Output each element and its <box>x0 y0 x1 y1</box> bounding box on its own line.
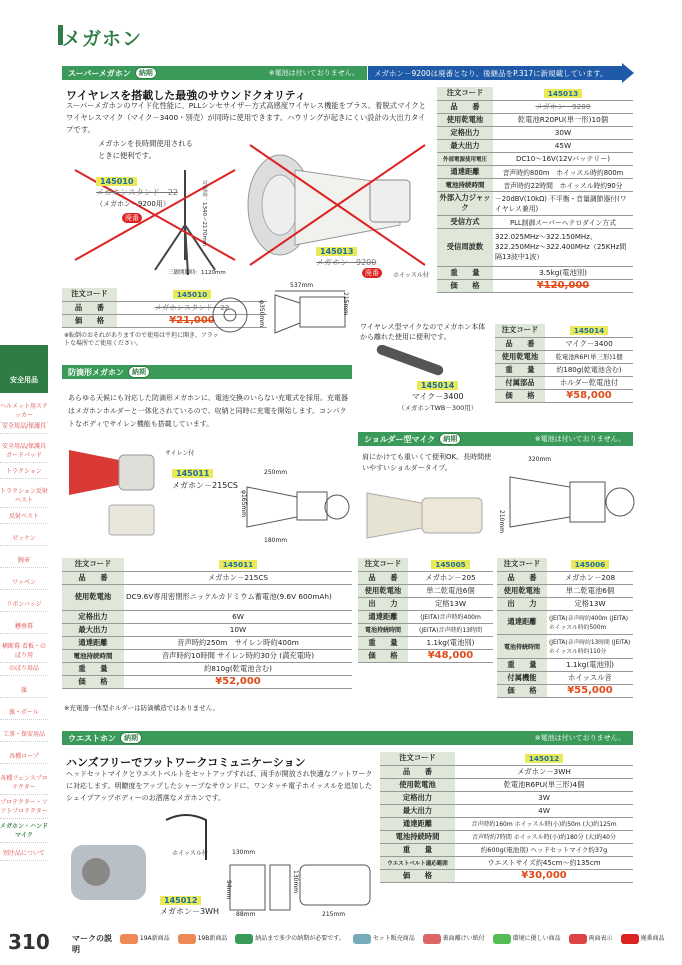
table-row: ウエストベルト適応範囲 ウエストサイズ約45cm～約135cm <box>380 856 633 869</box>
table-row: 重 量 約180g(乾電池含む) <box>495 363 633 376</box>
sidebar-item[interactable]: 旗・ポール <box>0 704 48 720</box>
legend-item: 19A新商品 <box>120 933 170 944</box>
dim-diameter: φ350mm <box>258 300 265 328</box>
dim-c: 88mm <box>236 911 256 918</box>
table-row: 品 番 メガホン－205 <box>358 571 493 584</box>
discontinued-icon <box>621 934 639 944</box>
band-label: 防滴形メガホン <box>68 367 124 377</box>
legend-item: 19B新商品 <box>178 933 228 944</box>
table-row: 品 番 マイク－3400 <box>495 337 633 350</box>
clock-icon <box>235 934 253 944</box>
sidebar-item[interactable]: のぼり用品 <box>0 660 48 676</box>
section-band-shoulder <box>358 432 633 446</box>
mic-label <box>398 380 477 414</box>
table-row: 価 格 ¥21,000 <box>62 314 267 327</box>
table-row: 重 量 約810g(乾電池含む) <box>62 662 352 675</box>
table-row: 定格出力 3W <box>380 791 633 804</box>
legend-item: 環境に優しい商品 <box>493 933 561 944</box>
table-row: 価 格 ¥52,000 <box>62 675 352 688</box>
table-row: 電池持続時間 音声時約7時間 ホイッスル時(小)約180分 (大)約40分 <box>380 830 633 843</box>
sidebar-item[interactable]: 安全用品/保護具ガードパッド <box>0 438 48 463</box>
sidebar-item[interactable]: 安全用品/保護具 <box>0 418 48 434</box>
table-row: 価 格 ¥120,000 <box>437 279 633 292</box>
table-row: 通達距離 (JEITA)音声時約400m (JEITA)ホイッスル時約500m <box>497 610 633 634</box>
legend-item: 廃番商品 <box>621 933 665 944</box>
footnote: ※充電器一体型ホルダーは防滴構造ではありません。 <box>64 704 220 712</box>
table-row: 通達距離 音声時約160m ホイッスル時(小)約50m (大)約125m <box>380 817 633 830</box>
table-row: 外部入力ジャック －20dBV(10kΩ) 不平衡・音量調節器付(ワイヤレス兼用) <box>437 191 633 215</box>
mega-front-drawing <box>210 295 250 335</box>
legend-row <box>120 933 665 944</box>
notice-arrow <box>622 63 634 83</box>
table-row: 最大出力 4W <box>380 804 633 817</box>
table-row: 出 力 定格13W <box>358 597 493 610</box>
table-row: 価 格 ¥55,000 <box>497 684 633 697</box>
section-band-waist <box>62 731 633 745</box>
sidebar-item[interactable]: 各種フェンスプロテクター <box>0 770 48 795</box>
sidebar-item[interactable]: 工事・保安用品 <box>0 726 48 742</box>
mic-name: マイク－3400 <box>411 392 464 401</box>
3wh-label <box>160 895 219 917</box>
3wh-spec-table <box>380 752 633 883</box>
mega-name: メガホン－9200 <box>316 258 377 267</box>
section-band-waterproof <box>62 365 352 379</box>
legend-item: 裏面離けい紙付 <box>423 933 485 944</box>
215cs-spec-table <box>62 558 352 689</box>
eco-icon <box>493 934 511 944</box>
215cs-name: メガホン－215CS <box>172 481 238 490</box>
table-row: 品 番 メガホンスタンド－22 <box>62 301 267 314</box>
legend-label: マークの説明 <box>72 934 112 954</box>
whistle-label: ホイッスル付 <box>172 850 208 857</box>
table-row: 通達距離 音声時約250m サイレン時約400m <box>62 636 352 649</box>
sidebar-item[interactable]: 各種ロープ <box>0 748 48 764</box>
sidebar-item[interactable]: 反射ベスト <box>0 508 48 524</box>
table-row: 通達距離 音声時約800m ホイッスル時約800m <box>437 165 633 178</box>
sidebar-item-current[interactable]: メガホン・ハンドマイク <box>0 818 48 843</box>
table-row: 価 格 ¥58,000 <box>495 389 633 402</box>
double-sided-icon <box>569 934 587 944</box>
siren-label: サイレン付 <box>165 450 195 457</box>
sidebar-item[interactable]: 別注品について <box>0 845 48 861</box>
stand-code: 145010 <box>96 177 137 186</box>
sidebar-item[interactable]: 横断幕 看板・のぼり用 <box>0 638 48 663</box>
sidebar-item[interactable]: 懸垂幕 <box>0 618 48 634</box>
table-row: 注文コード 145010 <box>62 288 267 301</box>
table-row: 定格出力 6W <box>62 610 352 623</box>
table-row: 電池持続時間 音声時約10時間 サイレン時約30分 (満充電時) <box>62 649 352 662</box>
dim-length: 537mm <box>290 282 314 289</box>
stand-dim-w: 三脚開脚時：1120mm <box>168 270 226 276</box>
battery-note: ※電池は付いておりません。 <box>534 734 625 742</box>
3wh-name: メガホン－3WH <box>160 907 220 916</box>
table-row: 注文コード 145005 <box>358 558 493 571</box>
sidebar-item-active[interactable]: 安全用品 <box>0 345 48 393</box>
sidebar-item[interactable]: リボンバッジ <box>0 596 48 612</box>
nouki-badge: 納期 <box>128 366 150 378</box>
sidebar-item[interactable]: プロテクター・ソフトプロテクター <box>0 794 48 819</box>
whistle-label: ホイッスル付 <box>393 272 429 279</box>
table-row: 付属機能 ホイッスル音 <box>497 671 633 684</box>
table-row: 重 量 約600g(電池別) ヘッドセットマイク約37g <box>380 843 633 856</box>
page-number: 310 <box>8 930 50 954</box>
3wh-code: 145012 <box>160 896 201 905</box>
mega-9200-label <box>316 246 376 268</box>
set-icon <box>353 934 371 944</box>
mic-spec-table <box>495 324 633 403</box>
table-row: 価 格 ¥30,000 <box>380 869 633 882</box>
table-row: 使用乾電池 乾電池R6PU(単三形)4個 <box>380 778 633 791</box>
sidebar-item[interactable]: 腕章 <box>0 552 48 568</box>
table-row: 通達距離 (JEITA)音声時約400m <box>358 610 493 623</box>
mic-caption: ワイヤレス型マイクなのでメガホン本体から離れた使用に便利です。 <box>360 323 486 341</box>
dim-height: 210mm <box>498 510 505 534</box>
section-desc: スーパーメガホンのワイド化性能に、PLLシンセサイザー方式高感度ワイヤレス機能をプラス。着脱式マイクとワイヤレスマイク（マイク－3400・別売）が同時に使用できます。ハウリングが起きにくい設計の大出力タイプです。 <box>66 101 426 134</box>
table-row: 価 格 ¥48,000 <box>358 649 493 662</box>
table-row: 重 量 1.1kg(電池別) <box>358 636 493 649</box>
table-row: 使用乾電池 乾電池R20PU(単一形)10個 <box>437 113 633 126</box>
haiban-badge: 廃番 <box>122 213 142 223</box>
table-row: 電池持続時間 (JEITA)音声時約13時間 <box>358 623 493 636</box>
section-heading: ハンズフリーでフットワークコミュニケーション <box>66 756 306 769</box>
table-row: 受信方式 PLL制御スーパーヘテロダイン方式 <box>437 215 633 228</box>
table-row: 品 番 メガホン－208 <box>497 571 633 584</box>
215cs-code: 145011 <box>172 469 213 478</box>
table-row: 最大出力 45W <box>437 139 633 152</box>
new-icon <box>178 934 196 944</box>
sidebar-item[interactable]: 旗 <box>0 682 48 698</box>
table-row: 品 番 メガホン－3WH <box>380 765 633 778</box>
sticker-icon <box>423 934 441 944</box>
table-row: 受信周波数 322.025MHz～322.150MHz、322.250MHz～322.400MHz（25KHz間隔13波中1波） <box>437 228 633 266</box>
discontinued-notice: メガホン－9200は廃番となり、後継品をP.317に新規載しています。 <box>368 66 622 80</box>
shoulder-dimension-drawing <box>500 462 640 542</box>
section-desc: ヘッドセットマイクとウエストベルトをセットアップすれば、両手が開放され快適なフットワークに対応します。明瞭度をアップしたシャープなサウンドに、ワンタッチ電子ホイッスルを追加したシェイプアップボディーのお洒落なメガホンです。 <box>66 770 373 802</box>
mega-9200-spec-table <box>437 87 633 293</box>
table-row: 定格出力 30W <box>437 126 633 139</box>
table-row: 電池持続時間 (JEITA)音声時約13時間 (JEITA)ホイッスル時約110分 <box>497 634 633 658</box>
208-spec-table <box>497 558 633 698</box>
section-band-super <box>62 66 367 80</box>
stand-sub: （メガホン－9200用） <box>96 200 170 208</box>
sidebar-item[interactable]: トラクション <box>0 463 48 479</box>
shoulder-megaphone-image <box>362 478 497 548</box>
205-spec-table <box>358 558 493 663</box>
band-label: ウエストホン <box>68 733 116 743</box>
table-row: 注文コード 145013 <box>437 87 633 100</box>
dim-diameter: φ165mm <box>240 490 247 518</box>
table-row: 注文コード 145006 <box>497 558 633 571</box>
table-row: 重 量 1.1kg(電池別) <box>497 658 633 671</box>
sidebar-item[interactable]: ヘルメット用ステッカー <box>0 398 48 423</box>
sidebar-item[interactable]: ゼッケン <box>0 530 48 546</box>
215cs-label <box>172 468 238 492</box>
band-label: ショルダー型マイク <box>364 434 436 444</box>
table-row: 使用乾電池 単二乾電池6個 <box>358 584 493 597</box>
table-row: 出 力 定格13W <box>497 597 633 610</box>
table-row: 重 量 3.5kg(電池別) <box>437 266 633 279</box>
new-icon <box>120 934 138 944</box>
mega-code: 145013 <box>316 247 357 256</box>
dim-a: 130mm <box>232 849 256 856</box>
table-row: 使用乾電池 単二乾電池6個 <box>497 584 633 597</box>
table-row: 品 番 メガホン－215CS <box>62 571 352 584</box>
legend-item: セット販売商品 <box>353 933 415 944</box>
table-row: 注文コード 145014 <box>495 324 633 337</box>
stand-note: ※転倒のおそれがありますので使用は平坦に開き、フラットな場所でご使用ください。 <box>64 332 219 347</box>
dim-d: 130mm <box>292 870 299 894</box>
table-row: 使用乾電池 DC9.6V専用密閉形ニッケルカドミウム蓄電池(9.6V 600mAh) <box>62 584 352 610</box>
dim-height: 215mm <box>342 292 349 316</box>
table-row: 電池持続時間 音声時約22時間 ホイッスル時約90分 <box>437 178 633 191</box>
legend-item: 両面表示 <box>569 933 613 944</box>
dim-width: 250mm <box>264 469 288 476</box>
section-desc: 肩にかけても重いくて便利OK。長時間使いやすいショルダータイプ。 <box>362 453 492 472</box>
stand-name: メガホンスタンド－22 <box>96 188 178 197</box>
nouki-badge: 納期 <box>439 433 461 445</box>
table-row: 注文コード 145011 <box>62 558 352 571</box>
table-row: 品 番 メガホン－9200 <box>437 100 633 113</box>
table-row: 注文コード 145012 <box>380 752 633 765</box>
stand-dim-h: 可変高：1340～2170mm <box>201 180 207 247</box>
page-title: メガホン <box>62 28 143 50</box>
wireless-mic-image <box>370 345 450 385</box>
table-row: 使用乾電池 乾電池R6P(単三形)1個 <box>495 350 633 363</box>
dim-b: 94mm <box>225 880 232 900</box>
section-heading: ワイヤレスを搭載した最強のサウンドクオリティ <box>66 89 306 102</box>
legend-item: 納品まで多少の納期が必要です。 <box>235 933 344 944</box>
dim-length: 180mm <box>264 537 288 544</box>
section-desc: あらゆる天候にも対応した防滴形メガホンに、電池交換のいらない充電式を採用。充電器はメガホンホルダーと一体化されているので、収納と同時に充電を開始します。コンパクトなボディでサイレン機能も搭載しています。 <box>68 394 348 428</box>
megaphone-215cs-image <box>64 440 164 540</box>
dim-e: 215mm <box>322 911 346 918</box>
nouki-badge: 納期 <box>135 67 157 79</box>
table-row: 最大出力 10W <box>62 623 352 636</box>
table-row: 外部電源使用電圧 DC10～16V(12Vバッテリー) <box>437 152 633 165</box>
mic-sub: （メガホンTWB－300用） <box>398 404 478 412</box>
sidebar-item[interactable]: ワッペン <box>0 574 48 590</box>
sidebar-item[interactable]: トラクション反射ベスト <box>0 483 48 508</box>
mic-code: 145014 <box>417 381 458 390</box>
haiban-badge-2: 廃番 <box>362 268 382 278</box>
table-row: 付属部品 ホルダー乾電池付 <box>495 376 633 389</box>
dim-width: 320mm <box>528 456 552 463</box>
battery-note: ※電池は付いておりません。 <box>534 435 625 443</box>
stand-label <box>96 176 178 210</box>
band-label: スーパーメガホン <box>68 68 131 78</box>
stand-caption: メガホンを長時間使用されるときに便利です。 <box>98 139 193 160</box>
nouki-badge: 納期 <box>120 732 142 744</box>
215cs-dimension-drawing <box>242 472 352 552</box>
battery-note: ※電池は付いておりません。 <box>268 69 359 77</box>
